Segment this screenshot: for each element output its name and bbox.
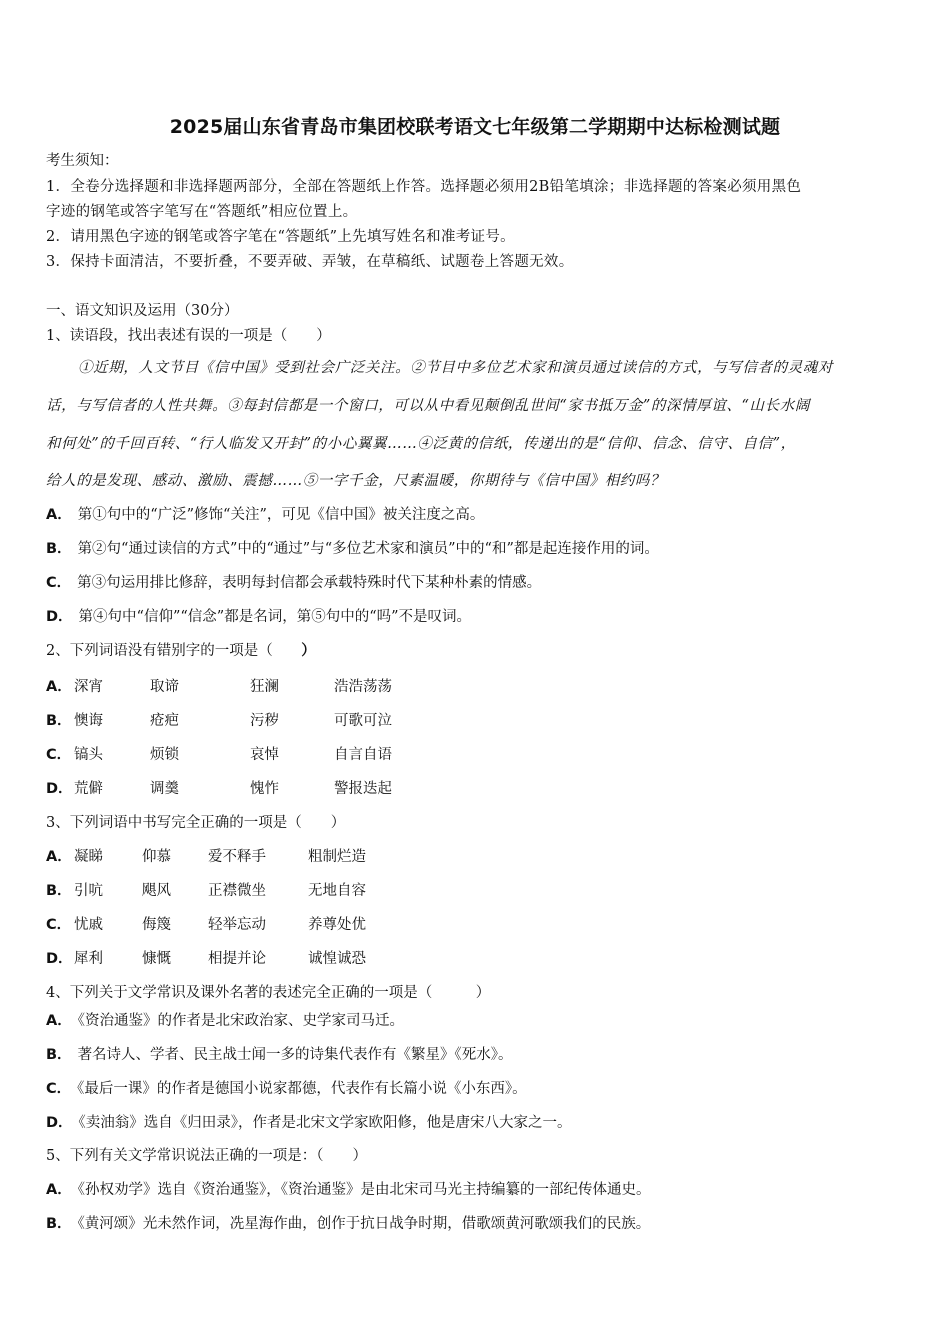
q1-option-d <box>46 607 471 627</box>
q2-row-a <box>46 677 392 697</box>
option-key: A． <box>46 507 72 523</box>
q3-stem: 3、下列词语中书写完全正确的一项是（ ） <box>46 815 346 831</box>
q4-stem: 4、下列关于文学常识及课外名著的表述完全正确的一项是（ ） <box>46 985 491 1001</box>
q5-option-a <box>46 1180 650 1200</box>
option-key: A． <box>46 1182 72 1198</box>
option-text: 第③句运用排比修辞，表明每封信都会承载特殊时代下某种朴素的情感。 <box>77 575 542 591</box>
word-cell: 粗制烂造 <box>308 849 366 865</box>
word-cell: 养尊处优 <box>308 917 366 933</box>
word-cell: 轻举忘动 <box>208 917 266 933</box>
q3-row-c <box>46 915 366 935</box>
word-cell: 疮疤 <box>150 713 179 729</box>
option-key: C． <box>46 917 72 933</box>
option-key: A． <box>46 1013 72 1029</box>
option-key: D． <box>46 781 73 797</box>
word-cell: 狂澜 <box>250 679 279 695</box>
notice-line-1: 1．全卷分选择题和非选择题两部分，全部在答题纸上作答。选择题必须用2B铅笔填涂；非选择题的答案必须用黑色 <box>46 179 802 195</box>
word-cell: 警报迭起 <box>334 781 392 797</box>
option-text: 《资治通鉴》的作者是北宋政治家、史学家司马迁。 <box>77 1013 404 1029</box>
option-key: D． <box>46 951 73 967</box>
word-cell: 深宵 <box>74 679 103 695</box>
section-heading: 一、语文知识及运用（30分） <box>46 303 239 319</box>
word-cell: 爱不释手 <box>208 849 266 865</box>
word-cell: 烦锁 <box>150 747 179 763</box>
q2-stem-text: 2、下列词语没有错别字的一项是（ <box>46 643 288 659</box>
word-cell: 犀利 <box>74 951 103 967</box>
option-key: D． <box>46 1115 73 1131</box>
q5-stem: 5、下列有关文学常识说法正确的一项是：（ ） <box>46 1148 367 1164</box>
option-key: B． <box>46 1047 72 1063</box>
q4-option-b <box>46 1045 513 1065</box>
q2-stem <box>46 641 316 661</box>
q1-option-b <box>46 539 659 559</box>
notice-heading: 考生须知： <box>46 153 119 169</box>
word-cell: 慷慨 <box>142 951 171 967</box>
word-cell: 仰慕 <box>142 849 171 865</box>
word-cell: 引吭 <box>74 883 103 899</box>
option-text: 《孙权劝学》选自《资治通鉴》，《资治通鉴》是由北宋司马光主持编纂的一部纪传体通史。 <box>77 1182 651 1198</box>
option-key: B． <box>46 541 72 557</box>
word-cell: 调羹 <box>150 781 179 797</box>
option-text: 第①句中的“广泛”修饰“关注”，可见《信中国》被关注度之高。 <box>77 507 485 523</box>
q1-passage-line-2: 话，与写信者的人性共舞。③每封信都是一个窗口，可以从中看见颠倒乱世间“家书抵万金”的深情厚谊、“山长水阔 <box>46 398 810 414</box>
q3-row-d <box>46 949 366 969</box>
word-cell: 自言自语 <box>334 747 392 763</box>
q4-option-c <box>46 1079 527 1099</box>
option-key: C． <box>46 1081 72 1097</box>
word-cell: 取谛 <box>150 679 179 695</box>
option-text: 《黄河颂》光未然作词，冼星海作曲，创作于抗日战争时期，借歌颂黄河歌颂我们的民族。 <box>77 1216 651 1232</box>
q3-row-a <box>46 847 366 867</box>
q1-passage-line-1: ①近期，人文节目《信中国》受到社会广泛关注。②节目中多位艺术家和演员通过读信的方式，与写信者的灵魂对 <box>78 360 833 376</box>
q4-option-d <box>46 1113 572 1133</box>
option-key: B． <box>46 883 72 899</box>
q3-row-b <box>46 881 366 901</box>
q1-passage-line-4: 给人的是发现、感动、激励、震撼……⑤一字千金，尺素温暖，你期待与《信中国》相约吗？ <box>46 473 666 489</box>
q1-passage-line-3: 和何处”的千回百转、“行人临发又开封”的小心翼翼……④泛黄的信纸，传递出的是“信仰、信念、信守、自信”， <box>46 436 796 452</box>
option-key: B． <box>46 1216 72 1232</box>
word-cell: 镐头 <box>74 747 103 763</box>
option-key: A． <box>46 849 72 865</box>
option-key: D． <box>46 609 73 625</box>
notice-line-2: 字迹的钢笔或答字笔写在“答题纸”相应位置上。 <box>46 204 358 220</box>
option-text: 著名诗人、学者、民主战士闻一多的诗集代表作有《繁星》《死水》。 <box>77 1047 513 1063</box>
word-cell: 荒僻 <box>74 781 103 797</box>
notice-line-3: 2．请用黑色字迹的钢笔或答字笔在“答题纸”上先填写姓名和准考证号。 <box>46 229 515 245</box>
option-text: 《最后一课》的作者是德国小说家都德，代表作有长篇小说《小东西》。 <box>77 1081 527 1097</box>
word-cell: 飓风 <box>142 883 171 899</box>
q1-stem: 1、读语段，找出表述有误的一项是（ ） <box>46 328 331 344</box>
option-text: 《卖油翁》选自《归田录》，作者是北宋文学家欧阳修，他是唐宋八大家之一。 <box>78 1115 572 1131</box>
q1-option-a <box>46 505 484 525</box>
q1-option-c <box>46 573 541 593</box>
option-text: 第②句“通过读信的方式”中的“通过”与“多位艺术家和演员”中的“和”都是起连接作用的词。 <box>77 541 659 557</box>
word-cell: 侮篾 <box>142 917 171 933</box>
word-cell: 无地自容 <box>308 883 366 899</box>
notice-line-4: 3．保持卡面清洁，不要折叠，不要弄破、弄皱，在草稿纸、试题卷上答题无效。 <box>46 254 574 270</box>
option-key: C． <box>46 747 72 763</box>
word-cell: 诚惶诚恐 <box>308 951 366 967</box>
q2-row-b <box>46 711 392 731</box>
q2-row-d <box>46 779 392 799</box>
word-cell: 愧怍 <box>250 781 279 797</box>
option-key: C． <box>46 575 72 591</box>
word-cell: 正襟微坐 <box>208 883 266 899</box>
word-cell: 懊诲 <box>74 713 103 729</box>
word-cell: 凝睇 <box>74 849 103 865</box>
word-cell: 忧戚 <box>74 917 103 933</box>
word-cell: 污秽 <box>250 713 279 729</box>
word-cell: 相提并论 <box>208 951 266 967</box>
option-text: 第④句中“信仰”“信念”都是名词，第⑤句中的“吗”不是叹词。 <box>78 609 472 625</box>
q4-option-a <box>46 1011 404 1031</box>
q5-option-b <box>46 1214 650 1234</box>
q2-stem-end: ） <box>301 642 316 659</box>
word-cell: 哀悼 <box>250 747 279 763</box>
word-cell: 可歌可泣 <box>334 713 392 729</box>
option-key: B． <box>46 713 72 729</box>
option-key: A． <box>46 679 72 695</box>
exam-title: 2025届山东省青岛市集团校联考语文七年级第二学期期中达标检测试题 <box>169 116 781 138</box>
q2-row-c <box>46 745 392 765</box>
word-cell: 浩浩荡荡 <box>334 679 392 695</box>
